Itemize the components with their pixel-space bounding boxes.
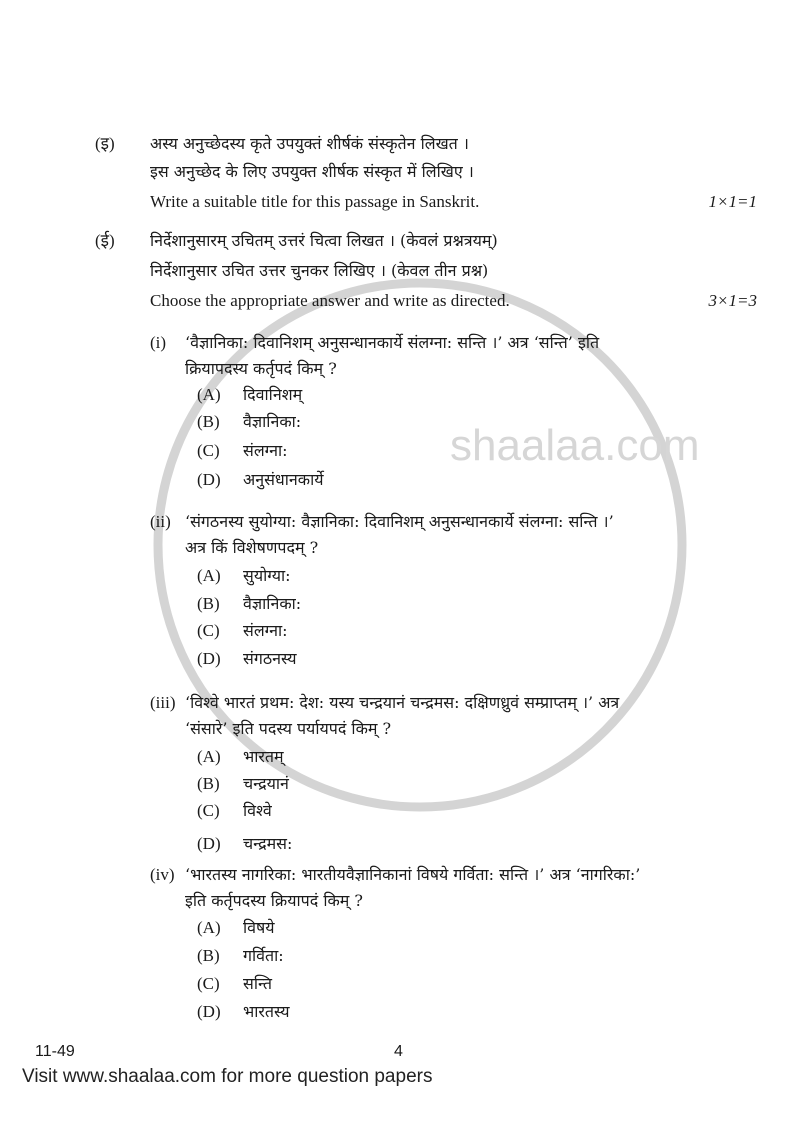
option-text: अनुसंधानकार्ये <box>243 470 324 489</box>
question-sanskrit: अस्य अनुच्छेदस्य कृते उपयुक्तं शीर्षकं संस्कृतेन लिखत । <box>150 134 469 153</box>
option-text: चन्द्रयानं <box>243 774 289 793</box>
option-label: (C) <box>197 801 220 820</box>
question-text: ‘वैज्ञानिका: दिवानिशम् अनुसन्धानकार्ये संलग्ना: सन्ति ।’ अत्र ‘सन्ति’ इति <box>185 333 600 352</box>
option-label: (B) <box>197 412 220 431</box>
question-text: अत्र किं विशेषणपदम् ? <box>185 538 319 557</box>
option-label: (A) <box>197 566 221 585</box>
option-label: (D) <box>197 1002 221 1021</box>
option-label: (D) <box>197 834 221 853</box>
question-number: (ii) <box>150 512 171 531</box>
question-sanskrit: निर्देशानुसारम् उचितम् उत्तरं चित्वा लिखत । (केवलं प्रश्नत्रयम्) <box>150 231 498 250</box>
question-hindi: इस अनुच्छेद के लिए उपयुक्त शीर्षक संस्कृत में लिखिए । <box>150 162 474 181</box>
option-label: (C) <box>197 441 220 460</box>
option-text: संलग्ना: <box>243 441 288 460</box>
option-text: संगठनस्य <box>243 649 297 668</box>
question-label: (ई) <box>95 231 115 250</box>
option-text: भारतम् <box>243 747 284 766</box>
question-number: (iv) <box>150 865 175 884</box>
option-text: संलग्ना: <box>243 621 288 640</box>
option-label: (A) <box>197 385 221 404</box>
option-label: (D) <box>197 470 221 489</box>
question-label: (इ) <box>95 134 115 153</box>
option-text: सुयोग्या: <box>243 566 291 585</box>
marks: 3×1=3 <box>708 291 757 310</box>
question-text: ‘भारतस्य नागरिका: भारतीयवैज्ञानिकानां विषये गर्विता: सन्ति ।’ अत्र ‘नागरिका:’ <box>185 865 641 884</box>
question-number: (i) <box>150 333 167 352</box>
option-text: विश्वे <box>243 801 272 820</box>
option-text: भारतस्य <box>243 1002 290 1021</box>
paper-code: 11-49 <box>35 1043 75 1060</box>
question-english: Write a suitable title for this passage in Sanskrit. <box>150 192 480 211</box>
option-label: (D) <box>197 649 221 668</box>
question-text: इति कर्तृपदस्य क्रियापदं किम् ? <box>185 891 363 910</box>
option-text: दिवानिशम् <box>243 385 303 404</box>
option-text: सन्ति <box>243 974 273 993</box>
question-text: क्रियापदस्य कर्तृपदं किम् ? <box>185 359 337 378</box>
question-english: Choose the appropriate answer and write as directed. <box>150 291 510 310</box>
question-hindi: निर्देशानुसार उचित उत्तर चुनकर लिखिए । (केवल तीन प्रश्न) <box>150 261 489 280</box>
option-text: वैज्ञानिका: <box>243 412 302 431</box>
question-text: ‘संगठनस्य सुयोग्या: वैज्ञानिका: दिवानिशम् अनुसन्धानकार्ये संलग्ना: सन्ति ।’ <box>185 512 614 531</box>
marks: 1×1=1 <box>708 192 757 211</box>
question-text: ‘संसारे’ इति पदस्य पर्यायपदं किम् ? <box>185 719 392 738</box>
option-label: (A) <box>197 747 221 766</box>
option-label: (C) <box>197 621 220 640</box>
option-text: वैज्ञानिका: <box>243 594 302 613</box>
option-label: (C) <box>197 974 220 993</box>
option-label: (B) <box>197 774 220 793</box>
option-text: विषये <box>243 918 275 937</box>
watermark-text: shaalaa.com <box>450 421 700 470</box>
option-label: (A) <box>197 918 221 937</box>
option-text: चन्द्रमस: <box>243 834 293 853</box>
question-number: (iii) <box>150 693 176 712</box>
option-label: (B) <box>197 594 220 613</box>
question-text: ‘विश्वे भारतं प्रथम: देश: यस्य चन्द्रयानं चन्द्रमस: दक्षिणध्रुवं सम्प्राप्तम् ।’ अत्र <box>185 693 620 712</box>
option-text: गर्विता: <box>243 946 284 965</box>
page-number: 4 <box>394 1043 403 1060</box>
option-label: (B) <box>197 946 220 965</box>
promo-banner: Visit www.shaalaa.com for more question papers <box>22 1066 433 1087</box>
